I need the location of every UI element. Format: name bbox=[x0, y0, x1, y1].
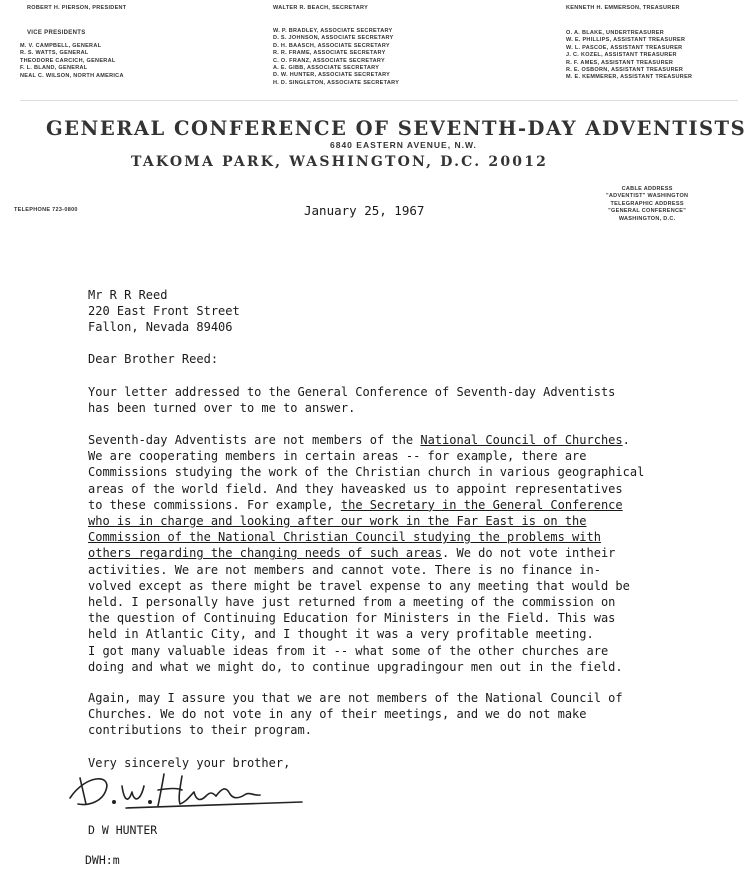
associate-secretary-5: C. O. FRANZ, ASSOCIATE SECRETARY bbox=[273, 57, 385, 64]
p2-line-12: the question of Continuing Education for Ministers in the Field. This was bbox=[88, 611, 616, 626]
vice-president-2: R. S. WATTS, GENERAL bbox=[20, 50, 89, 57]
treasury-officer-5: R. F. AMES, ASSISTANT TREASURER bbox=[566, 59, 674, 66]
p2-line-5 bbox=[88, 497, 728, 513]
p2-line-10: volved except as there might be travel expense to any meeting that would be bbox=[88, 578, 630, 593]
cable-line-5: WASHINGTON, D.C. bbox=[618, 215, 676, 222]
p2-line-7: Commission of the National Christian Council studying the problems with bbox=[88, 530, 601, 545]
recipient-address bbox=[88, 287, 728, 336]
signer-name: D W HUNTER bbox=[88, 823, 158, 837]
handwritten-signature bbox=[66, 768, 306, 812]
p3-line-3: contributions to their program. bbox=[88, 723, 312, 738]
p1-line-2: has been turned over to me to answer. bbox=[88, 401, 356, 416]
p2-line-1 bbox=[88, 432, 728, 448]
associate-secretary-8: H. D. SINGLETON, ASSOCIATE SECRETARY bbox=[273, 79, 400, 86]
paragraph-3 bbox=[88, 690, 728, 739]
cable-line-3: TELEGRAPHIC ADDRESS bbox=[610, 200, 684, 207]
vice-president-1: M. V. CAMPBELL, GENERAL bbox=[20, 43, 102, 49]
p2-line-15: doing and what we might do, to continue upgradingour men out in the field. bbox=[88, 659, 623, 674]
organization-name: GENERAL CONFERENCE OF SEVENTH-DAY ADVENTISTS bbox=[46, 117, 747, 140]
letterhead-divider bbox=[20, 100, 738, 101]
cable-line-4: "GENERAL CONFERENCE" bbox=[608, 208, 687, 215]
vice-president-4: F. L. BLAND, GENERAL bbox=[20, 65, 88, 72]
cable-line-2: "ADVENTIST" WASHINGTON bbox=[606, 193, 689, 200]
treasury-officer-4: J. C. KOZEL, ASSISTANT TREASURER bbox=[566, 52, 677, 59]
vice-presidents-list bbox=[20, 43, 124, 80]
p2-line-4: areas of the world field. And they haveasked us to appoint representatives bbox=[88, 481, 623, 496]
president-name: ROBERT H. PIERSON, PRESIDENT bbox=[27, 5, 127, 11]
recipient-city: Fallon, Nevada 89406 bbox=[88, 320, 233, 335]
treasury-officer-2: W. E. PHILLIPS, ASSISTANT TREASURER bbox=[566, 37, 686, 44]
letter-date: January 25, 1967 bbox=[304, 203, 425, 218]
typist-initials: DWH:m bbox=[85, 853, 120, 867]
associate-secretary-3: D. H. BAASCH, ASSOCIATE SECRETARY bbox=[273, 42, 390, 49]
telephone: TELEPHONE 723-0800 bbox=[14, 207, 78, 213]
vice-president-3: THEODORE CARCICH, GENERAL bbox=[20, 57, 116, 64]
p2-line-13: held in Atlantic City, and I thought it was a very profitable meeting. bbox=[88, 627, 594, 642]
p3-line-1: Again, may I assure you that we are not members of the National Council of bbox=[88, 691, 623, 705]
vice-president-5: NEAL C. WILSON, NORTH AMERICA bbox=[20, 72, 124, 79]
recipient-street: 220 East Front Street bbox=[88, 304, 240, 319]
associate-secretary-2: D. S. JOHNSON, ASSOCIATE SECRETARY bbox=[273, 35, 394, 42]
p2-l1-underlined: National Council of Churches bbox=[420, 433, 623, 447]
paragraph-2 bbox=[88, 432, 728, 675]
cable-address-block bbox=[606, 186, 688, 223]
treasury-officer-1: O. A. BLAKE, UNDERTREASURER bbox=[566, 30, 665, 36]
associate-secretary-4: R. R. FRAME, ASSOCIATE SECRETARY bbox=[273, 50, 386, 57]
p2-l1-text: Seventh-day Adventists are not members of the bbox=[88, 433, 421, 447]
p2-line-14: I got many valuable ideas from it -- what some of the other churches are bbox=[88, 643, 609, 658]
p2-line-3: Commissions studying the work of the Christian church in various geographical bbox=[88, 465, 645, 480]
p2-line-6: who is in charge and looking after our work in the Far East is on the bbox=[88, 514, 587, 529]
secretary-name: WALTER R. BEACH, SECRETARY bbox=[273, 5, 369, 11]
associate-secretaries-list bbox=[273, 28, 399, 87]
p2-l5-underlined: the Secretary in the General Conference bbox=[340, 497, 623, 512]
p2-line-8 bbox=[88, 545, 728, 561]
p3-line-2: Churches. We do not vote in any of their meetings, and we do not make bbox=[88, 707, 587, 722]
paragraph-1 bbox=[88, 384, 728, 416]
p1-line-1: Your letter addressed to the General Conference of Seventh-day Adventists bbox=[88, 385, 616, 399]
p2-line-11: held. I personally have just returned from a meeting of the commission on bbox=[88, 595, 616, 610]
recipient-name: Mr R R Reed bbox=[88, 288, 168, 302]
treasury-officer-6: R. E. OSBORN, ASSISTANT TREASURER bbox=[566, 67, 684, 74]
p2-l8-underlined: others regarding the changing needs of such areas bbox=[88, 546, 443, 561]
treasury-officer-3: W. L. PASCOE, ASSISTANT TREASURER bbox=[566, 44, 683, 51]
street-address: 6840 EASTERN AVENUE, N.W. bbox=[330, 140, 477, 150]
salutation-text: Dear Brother Reed: bbox=[88, 352, 219, 366]
p2-l5-text: to these commissions. For example, bbox=[88, 497, 341, 512]
associate-secretary-6: A. E. GIBB, ASSOCIATE SECRETARY bbox=[273, 65, 380, 72]
city-address: TAKOMA PARK, WASHINGTON, D.C. 20012 bbox=[131, 154, 549, 170]
salutation bbox=[88, 351, 728, 367]
p2-l8-text: . We do not vote intheir bbox=[442, 546, 616, 561]
associate-secretary-7: D. W. HUNTER, ASSOCIATE SECRETARY bbox=[273, 72, 391, 79]
vice-presidents-heading: VICE PRESIDENTS bbox=[27, 30, 86, 36]
closing-text: Very sincerely your brother, bbox=[88, 756, 291, 770]
p2-line-9: activities. We are not members and cannot vote. There is no finance in- bbox=[88, 562, 601, 577]
p2-l1-period: . bbox=[622, 433, 630, 447]
treasury-officer-7: M. E. KEMMERER, ASSISTANT TREASURER bbox=[566, 74, 693, 81]
p2-line-2: We are cooperating members in certain areas -- for example, there are bbox=[88, 449, 587, 464]
cable-line-1: CABLE ADDRESS bbox=[621, 186, 673, 192]
treasurer-name: KENNETH H. EMMERSON, TREASURER bbox=[566, 5, 680, 11]
treasury-list bbox=[566, 30, 692, 82]
associate-secretary-1: W. P. BRADLEY, ASSOCIATE SECRETARY bbox=[273, 28, 393, 34]
